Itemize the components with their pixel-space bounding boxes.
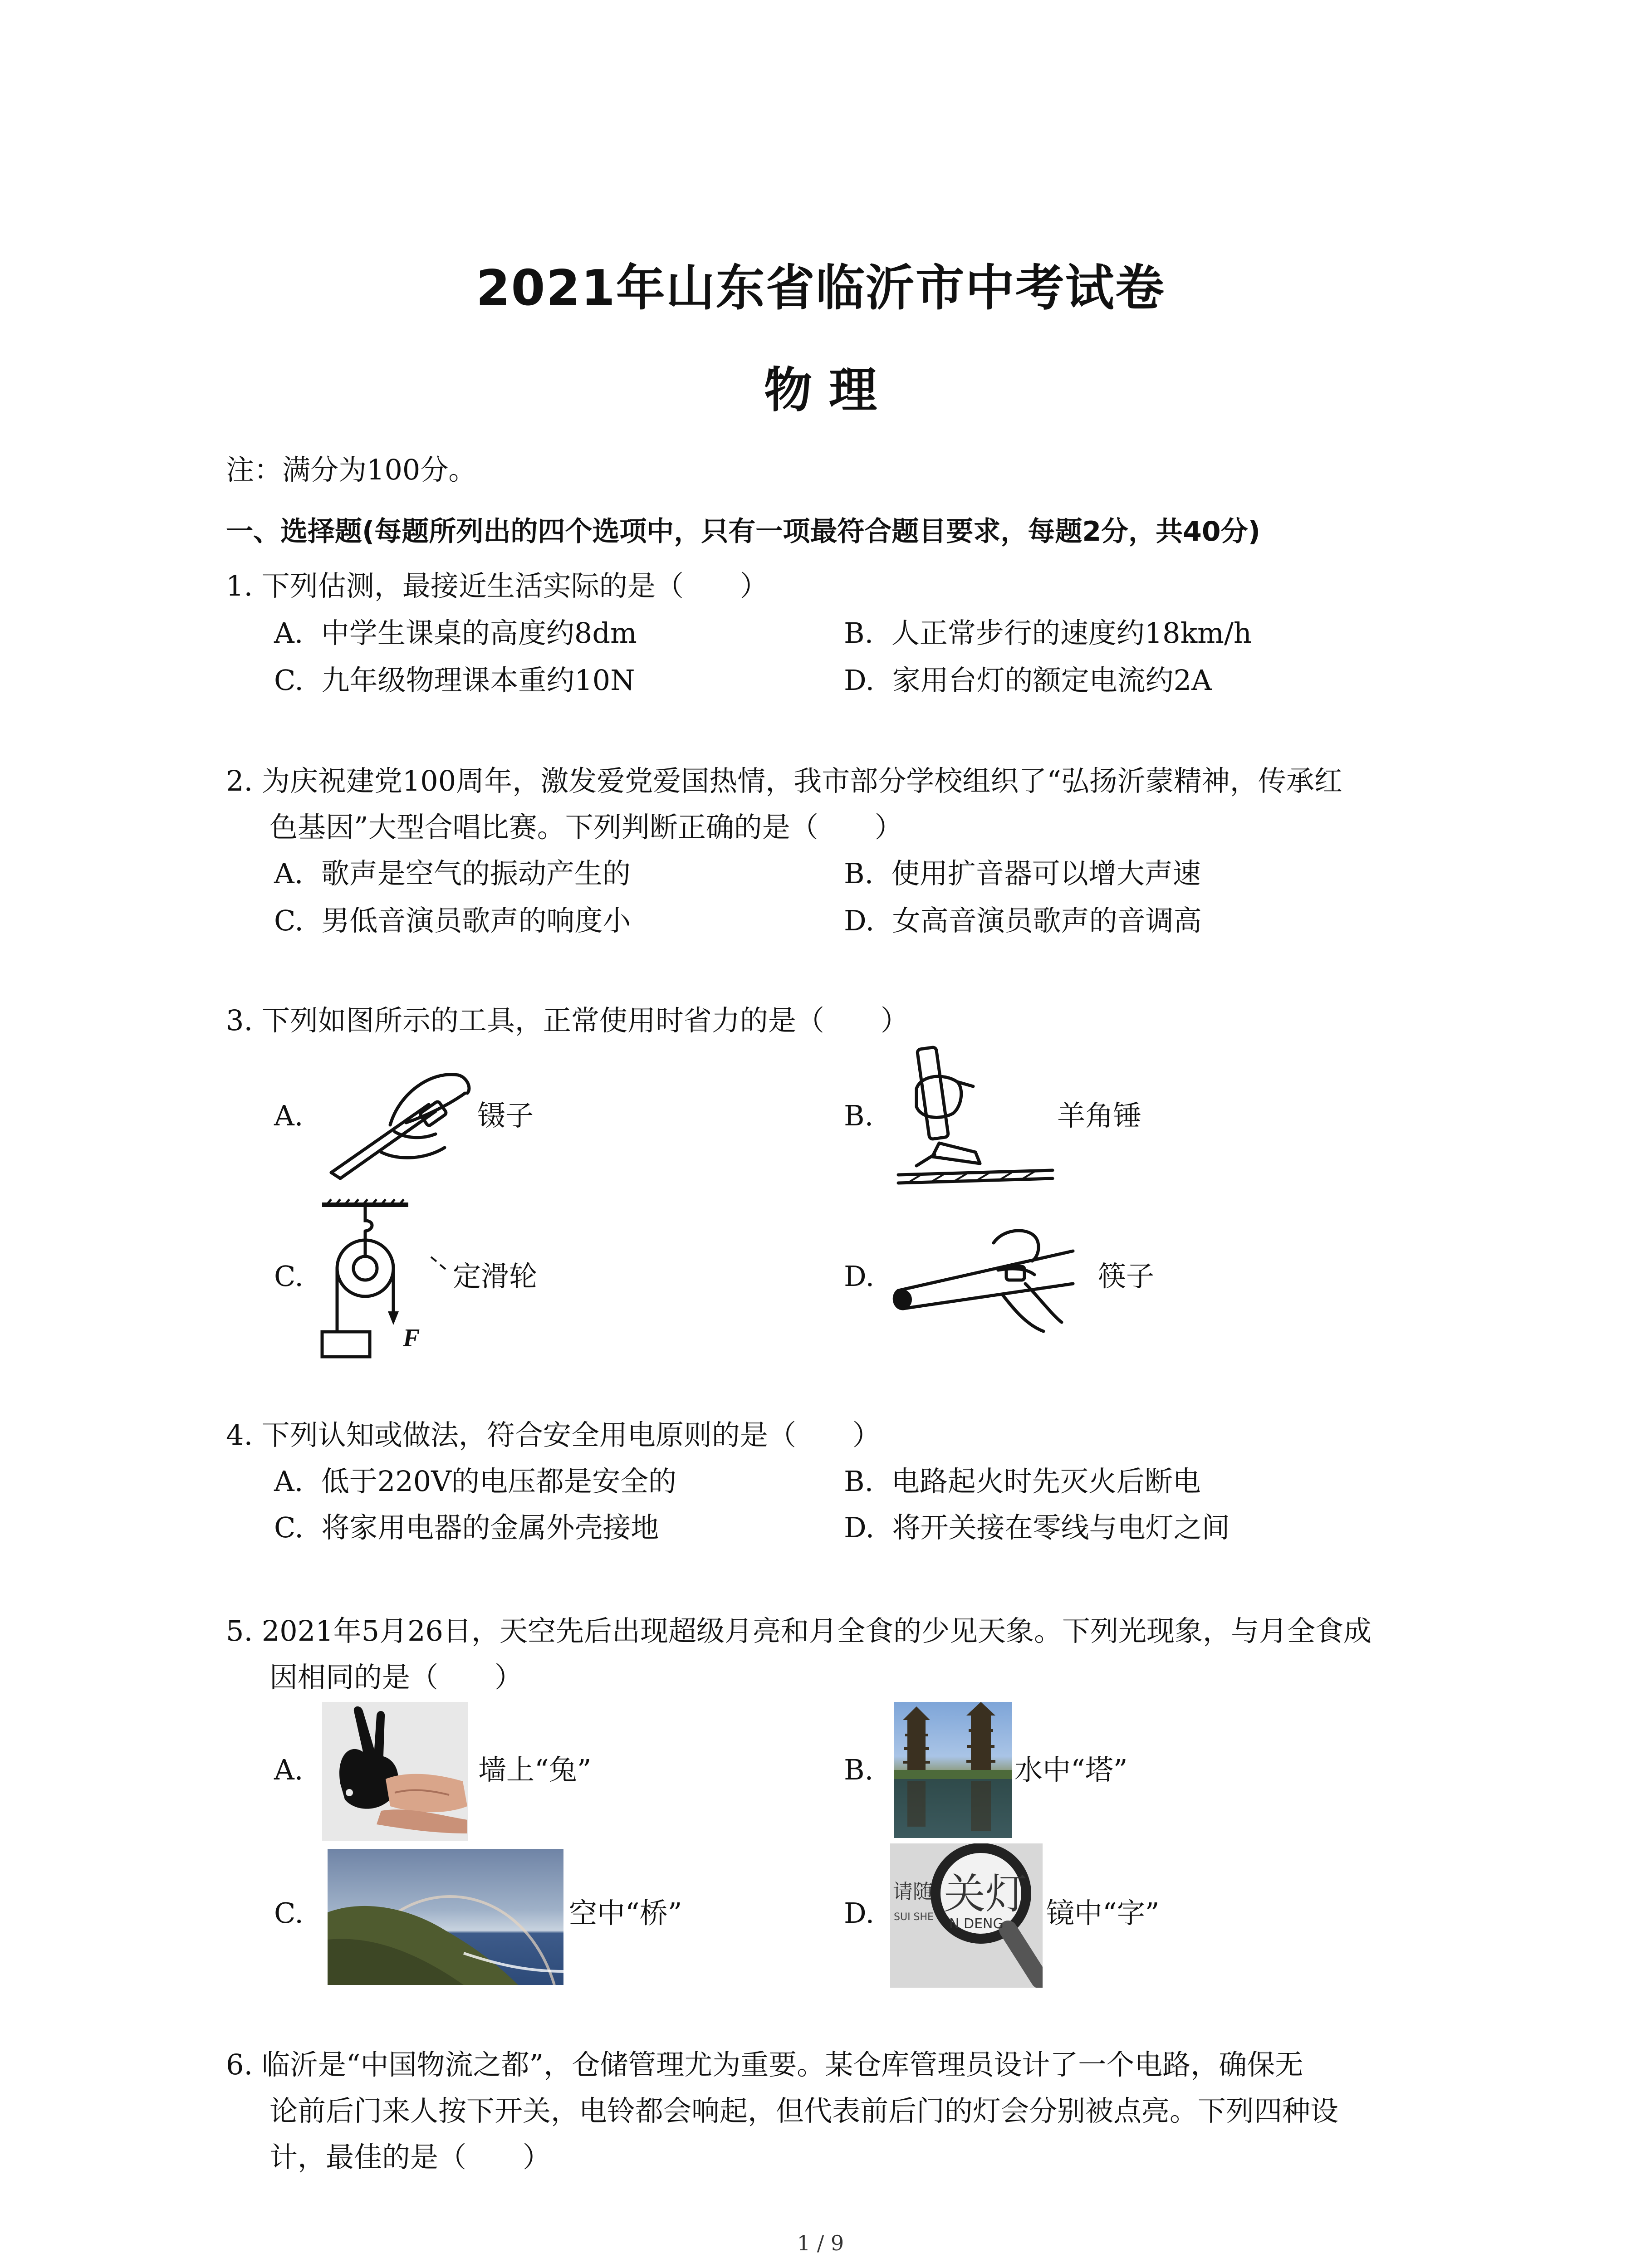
option-letter: D. (844, 1511, 875, 1544)
option-text: 低于220V的电压都是安全的 (321, 1465, 677, 1498)
page-number: 1 / 9 (797, 2231, 844, 2255)
magnifier-pinyin-left: SUI SHE (894, 1911, 934, 1923)
magnifier-small-text: 请随 (893, 1880, 933, 1903)
option-text: 家用台灯的额定电流约2A (892, 664, 1212, 697)
force-label: F (403, 1324, 420, 1352)
note-text: 注：满分为100分。 (226, 453, 477, 486)
subject-title: 物 理 (764, 362, 877, 418)
q4-option-c (274, 1510, 659, 1546)
tower-reflection-photo (894, 1702, 1012, 1838)
question-5-stem-line2: 因相同的是（ ） (269, 1661, 523, 1694)
q5-option-a-label: 墙上“兔” (478, 1753, 592, 1786)
question-5-stem-line1: 5. 2021年5月26日，天空先后出现超级月亮和月全食的少见天象。下列光现象，与月全食成 (226, 1614, 1372, 1647)
q2-option-c (274, 903, 631, 939)
magnifier-photo (890, 1843, 1043, 1988)
q5-option-d-letter: D. (844, 1897, 875, 1930)
option-letter: C. (274, 664, 304, 697)
q2-option-d (844, 903, 1202, 939)
rabbit-shadow-photo (322, 1702, 468, 1841)
magnifier-big-text: 关灯 (944, 1870, 1028, 1918)
q5-option-c-letter: C. (274, 1897, 304, 1930)
q3-option-d-letter: D. (844, 1260, 875, 1293)
question-3-stem: 3. 下列如图所示的工具，正常使用时省力的是（ ） (226, 1004, 909, 1037)
page-title: 2021年山东省临沂市中考试卷 (476, 260, 1165, 317)
option-text: 男低音演员歌声的响度小 (321, 904, 631, 937)
q3-option-c-label: 定滑轮 (453, 1260, 538, 1293)
fixed-pulley-figure (318, 1196, 454, 1359)
option-text: 将开关接在零线与电灯之间 (892, 1511, 1230, 1544)
option-text: 女高音演员歌声的音调高 (892, 904, 1202, 937)
option-letter: C. (274, 1511, 304, 1544)
q3-option-b-label: 羊角锤 (1057, 1099, 1142, 1132)
q1-option-c (274, 662, 635, 699)
q3-option-a-label: 镊子 (477, 1099, 534, 1132)
q4-option-d (844, 1510, 1230, 1546)
option-letter: A. (274, 616, 304, 650)
option-text: 中学生课桌的高度约8dm (321, 616, 637, 650)
question-4-stem: 4. 下列认知或做法，符合安全用电原则的是（ ） (226, 1418, 881, 1452)
option-letter: B. (844, 1465, 874, 1498)
option-letter: B. (844, 857, 874, 890)
option-text: 电路起火时先灭火后断电 (891, 1465, 1201, 1498)
option-text: 将家用电器的金属外壳接地 (321, 1511, 659, 1544)
question-6-stem-line1: 6. 临沂是“中国物流之都”，仓储管理尤为重要。某仓库管理员设计了一个电路，确保无 (226, 2048, 1303, 2081)
q4-option-b (844, 1463, 1201, 1500)
section-heading: 一、选择题(每题所列出的四个选项中，只有一项最符合题目要求，每题2分，共40分) (226, 516, 1261, 547)
q2-option-b (844, 855, 1201, 892)
tweezers-figure (322, 1061, 476, 1184)
option-letter: C. (274, 904, 304, 937)
q5-option-b-letter: B. (844, 1753, 874, 1786)
q5-option-b-label: 水中“塔” (1014, 1753, 1128, 1786)
rainbow-photo (328, 1849, 563, 1985)
option-letter: A. (274, 1465, 304, 1498)
option-letter: D. (844, 904, 875, 937)
q1-option-a (274, 615, 637, 651)
magnifier-pinyin: N DENG (949, 1916, 1004, 1932)
option-text: 人正常步行的速度约18km/h (891, 616, 1252, 650)
option-letter: D. (844, 664, 875, 697)
q1-option-d (844, 662, 1212, 699)
question-2-stem-line2: 色基因”大型合唱比赛。下列判断正确的是（ ） (269, 811, 903, 844)
q5-option-d-label: 镜中“字” (1046, 1897, 1160, 1930)
q5-option-a-letter: A. (274, 1753, 304, 1786)
question-6-stem-line2: 论前后门来人按下开关，电铃都会响起，但代表前后门的灯会分别被点亮。下列四种设 (269, 2094, 1339, 2127)
question-1-stem: 1. 下列估测，最接近生活实际的是（ ） (226, 569, 768, 602)
option-text: 歌声是空气的振动产生的 (321, 857, 631, 890)
option-letter: B. (844, 616, 874, 650)
question-2-stem-line1: 2. 为庆祝建党100周年，激发爱党爱国热情，我市部分学校组织了“弘扬沂蒙精神，传承红 (226, 764, 1342, 797)
q1-option-b (844, 615, 1252, 651)
chopsticks-figure (889, 1216, 1080, 1343)
q3-option-b-letter: B. (844, 1099, 874, 1132)
q3-option-a-letter: A. (274, 1099, 304, 1132)
q3-option-d-label: 筷子 (1098, 1260, 1155, 1293)
q4-option-a (274, 1463, 676, 1500)
option-letter: A. (274, 857, 304, 890)
q2-option-a (274, 855, 631, 892)
option-text: 九年级物理课本重约10N (321, 664, 635, 697)
q3-option-c-letter: C. (274, 1260, 304, 1293)
q5-option-c-label: 空中“桥” (569, 1897, 682, 1930)
option-text: 使用扩音器可以增大声速 (891, 857, 1201, 890)
question-6-stem-line3: 计，最佳的是（ ） (269, 2141, 551, 2174)
claw-hammer-figure (889, 1039, 1062, 1202)
